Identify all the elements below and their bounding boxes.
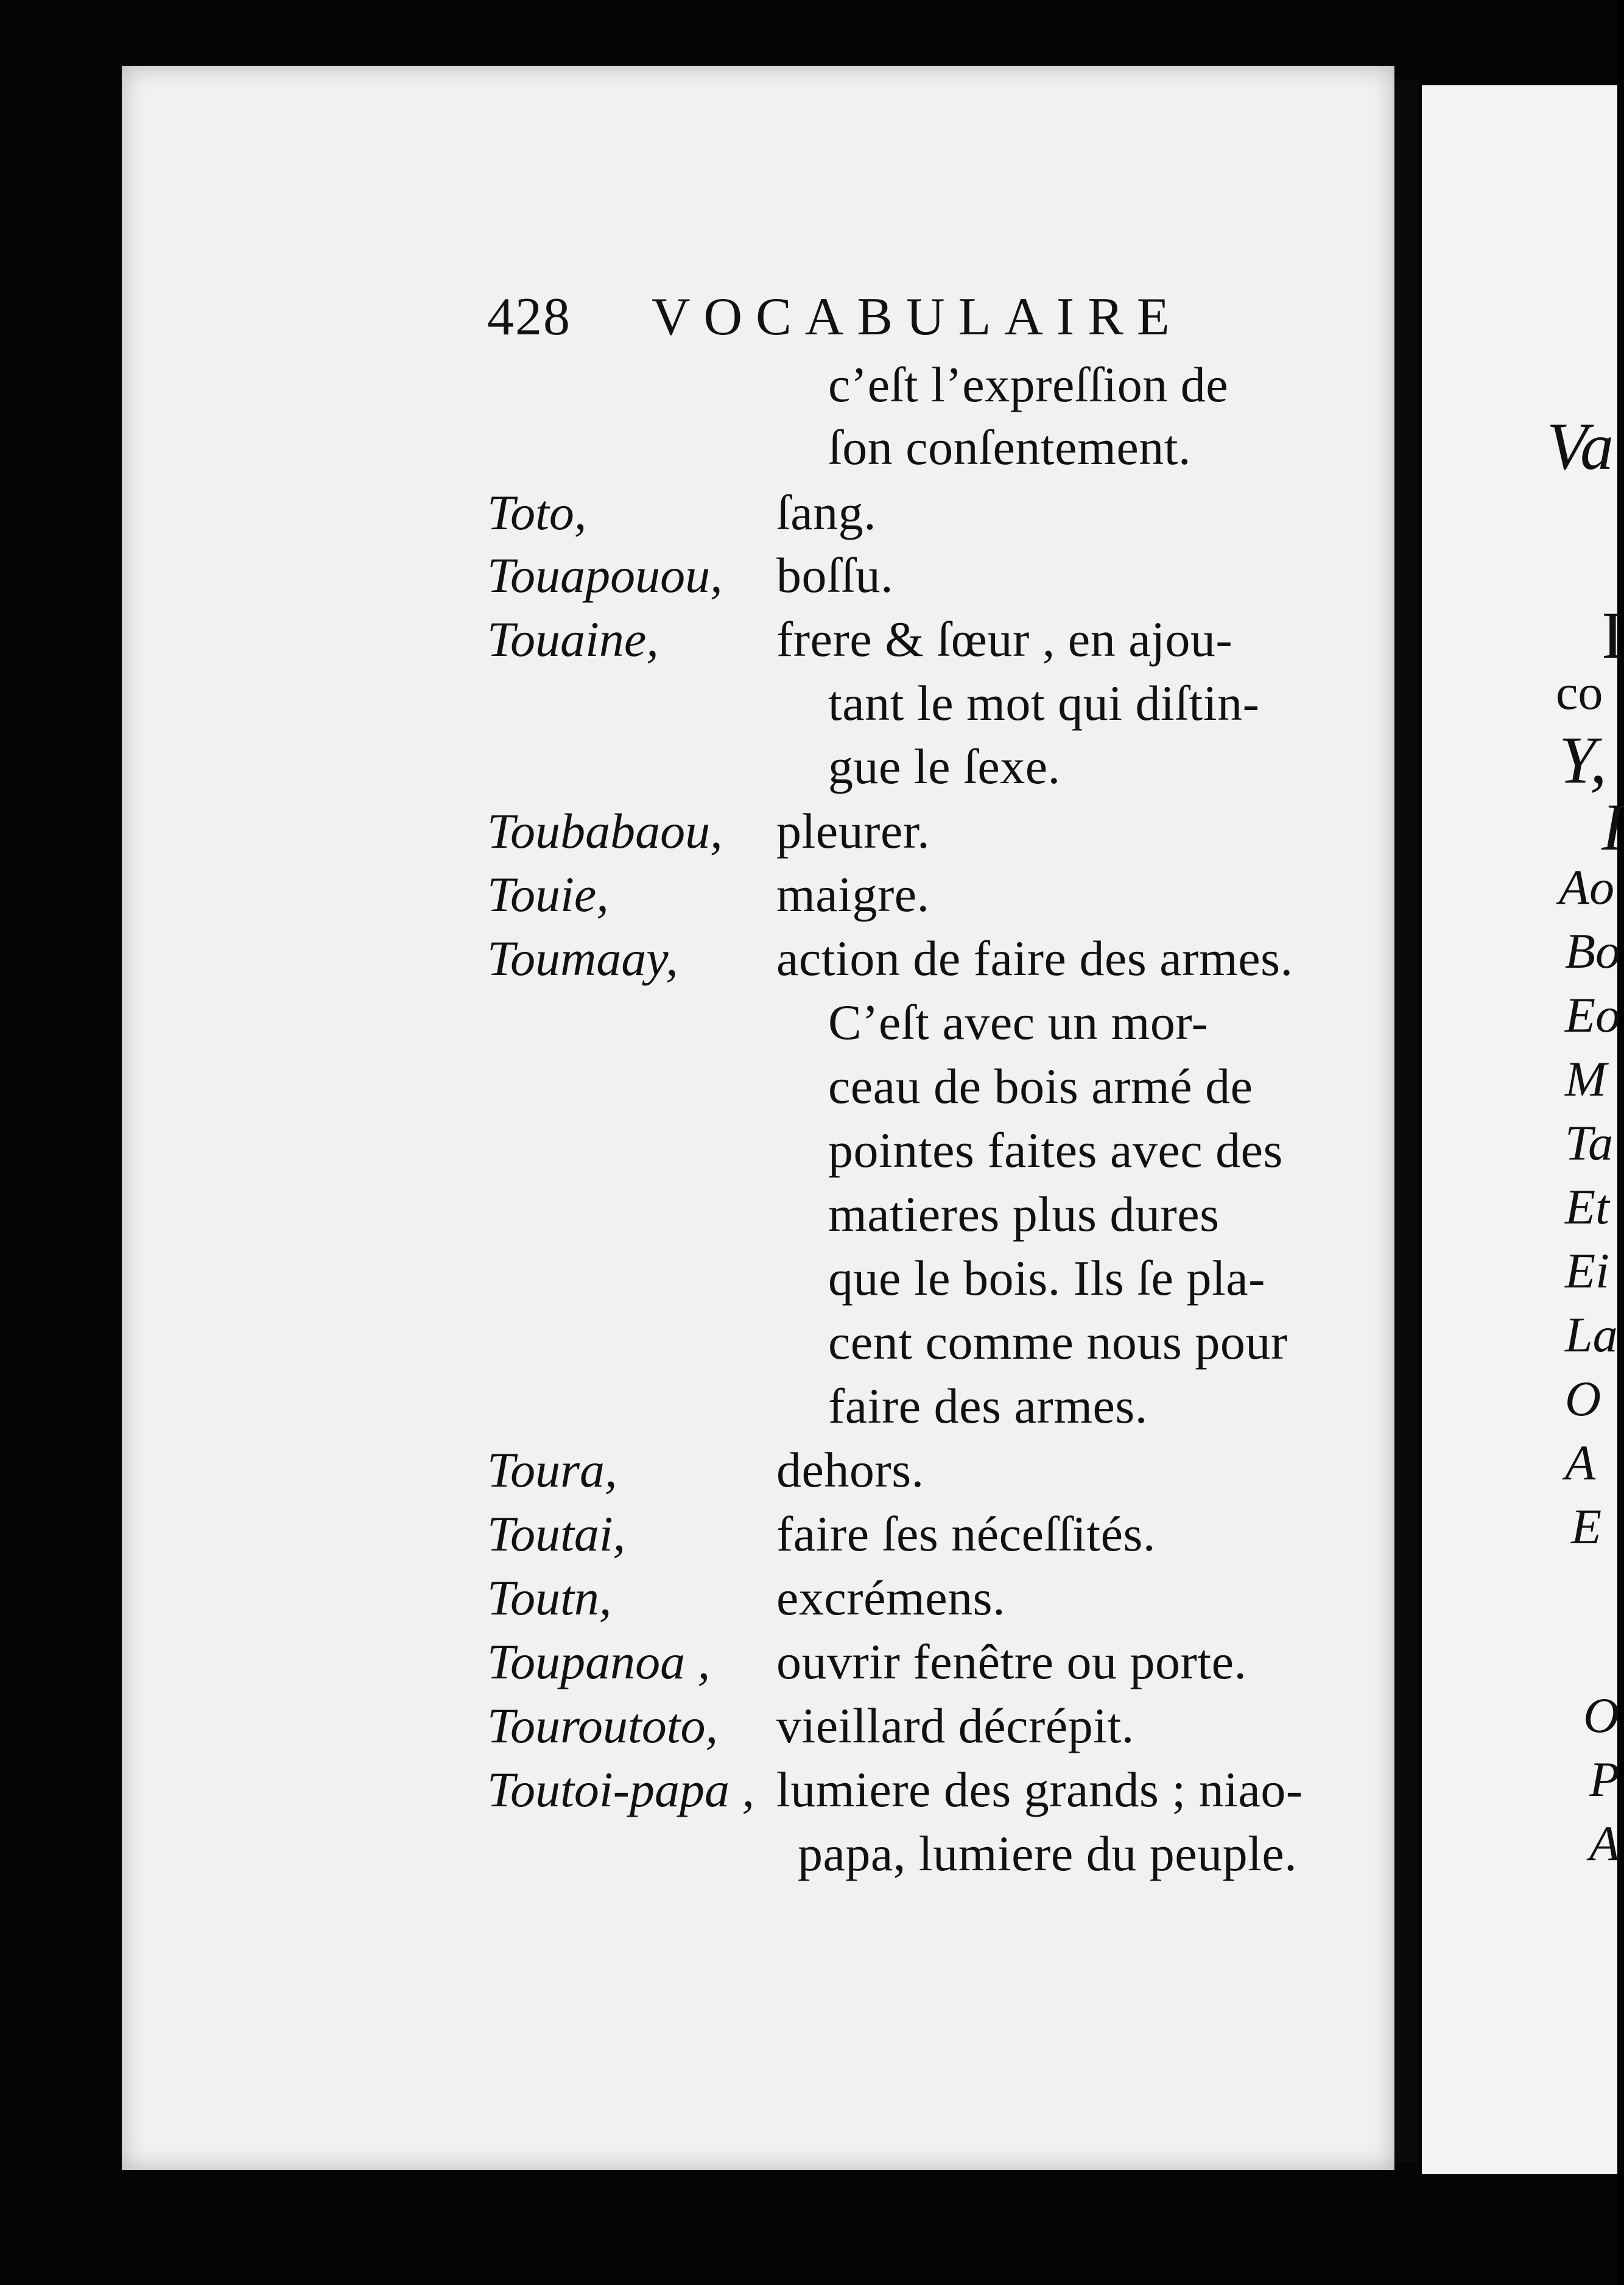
headword: Touie, [487,867,609,922]
definition-line: ſon conſentement. [828,420,1191,475]
headword: Toupanoa , [487,1634,711,1689]
definition-line: vieillard décrépit. [776,1698,1134,1753]
facing-page-fragment: Va [1547,409,1614,484]
definition-line: faire des armes. [828,1378,1148,1434]
definition-line: ſang. [776,485,877,540]
running-title: VOCABULAIRE [652,287,1183,347]
definition-line: faire ſes néceſſités. [776,1506,1156,1561]
definition-line: pointes faites avec des [828,1122,1283,1178]
definition-line: dehors. [776,1442,924,1498]
definition-line: ouvrir fenêtre ou porte. [776,1634,1247,1689]
facing-page-fragment: O [1565,1371,1601,1426]
definition-line: matieres plus dures [828,1186,1220,1242]
headword: Toumaay, [487,931,678,986]
headword: Touroutoto, [487,1698,719,1753]
definition-line: pleurer. [776,803,930,859]
facing-page-fragment: Ta [1565,1115,1614,1171]
facing-page-fragment: M [1565,1051,1607,1107]
definition-line: papa, lumiere du peuple. [798,1826,1298,1881]
headword: Toutn, [487,1570,612,1625]
headword: Toura, [487,1442,617,1498]
gutter-shadow [1394,79,1419,2162]
definition-line: ceau de bois armé de [828,1058,1253,1114]
page-header [487,286,1218,359]
headword: Toutai, [487,1506,626,1561]
facing-page-fragment: I [1601,598,1624,672]
facing-page-fragment: La [1565,1307,1618,1362]
definition-line: c’eſt l’expreſſion de [828,357,1229,412]
facing-page-fragment: I [1601,790,1624,864]
facing-page-fragment: Eo [1565,987,1621,1043]
definition-line: excrémens. [776,1570,1006,1625]
facing-page-fragment: co [1556,664,1603,720]
facing-page-fragment: O [1583,1688,1620,1743]
definition-line: boſſu. [776,547,894,603]
facing-page-fragment: Et [1565,1179,1609,1234]
headword: Toubabaou, [487,803,723,859]
headword: Touapouou, [487,547,723,603]
definition-line: frere & ſœur , en ajou- [776,611,1233,667]
facing-page-fragment: Ei [1565,1243,1609,1298]
facing-page-fragment: Y, [1559,723,1607,797]
facing-page-fragment: A [1565,1435,1596,1490]
facing-page-fragment: Bo [1565,923,1621,979]
facing-page-fragment: Ao [1559,859,1615,915]
definition-line: tant le mot qui diſtin- [828,675,1260,731]
definition-line: maigre. [776,867,930,922]
facing-page-fragment: A [1589,1815,1620,1871]
definition-line: que le bois. Ils ſe pla- [828,1250,1265,1306]
definition-line: cent comme nous pour [828,1314,1288,1370]
definition-line: gue le ſexe. [828,739,1061,794]
headword: Toto, [487,485,587,540]
headword: Touaine, [487,611,659,667]
facing-page-fragment: E [1571,1499,1602,1554]
page-number: 428 [487,287,571,347]
headword: Toutoi-papa , [487,1762,754,1817]
facing-page-fragment: P [1589,1752,1620,1807]
definition-line: lumiere des grands ; niao- [776,1762,1303,1817]
definition-line: action de faire des armes. [776,931,1293,986]
definition-line: C’eſt avec un mor- [828,995,1209,1050]
